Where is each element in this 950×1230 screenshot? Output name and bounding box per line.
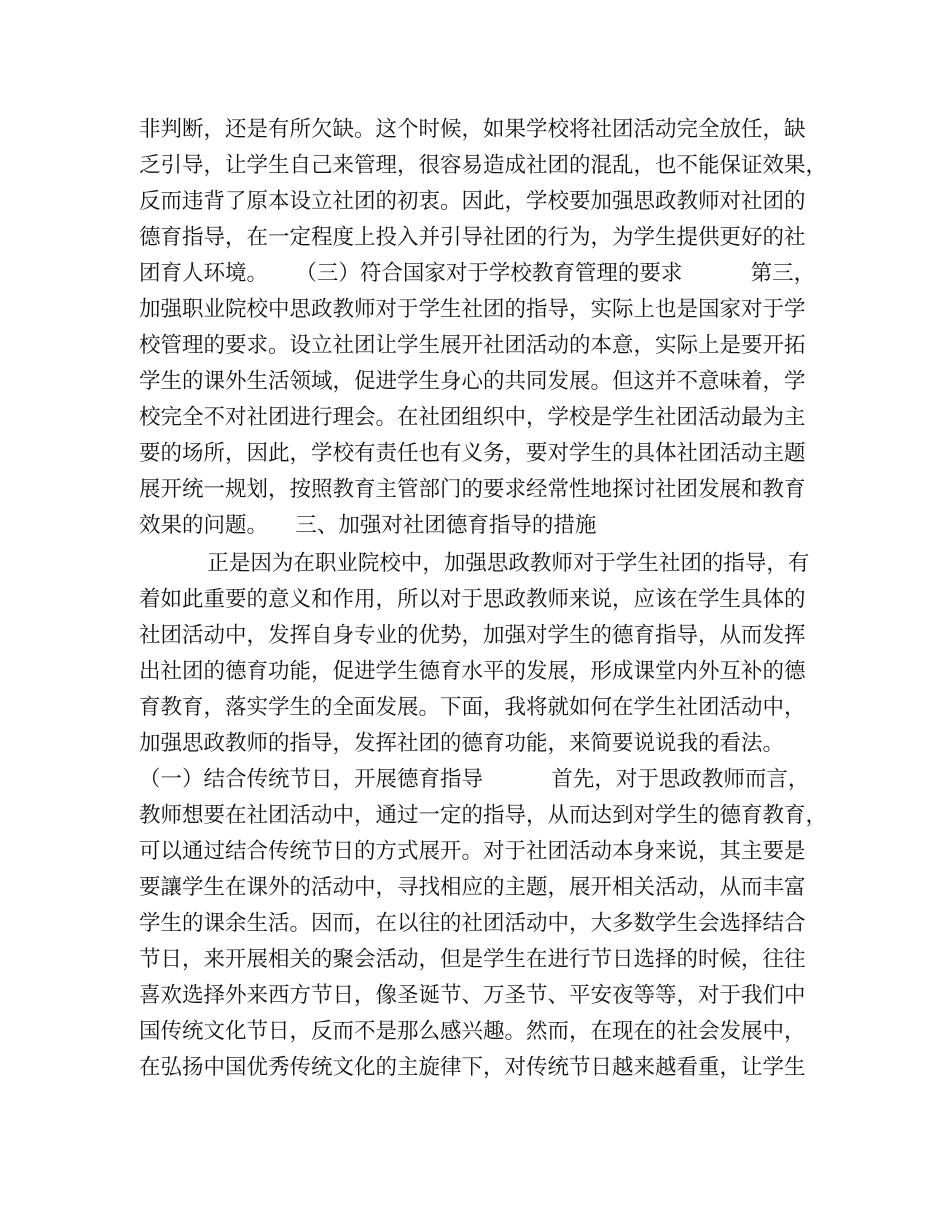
text-line: 校管理的要求。设立社团让学生展开社团活动的本意，实际上是要开拓: [139, 333, 806, 358]
text-line: 展开统一规划，按照教育主管部门的要求经常性地探讨社团发展和教育: [139, 477, 806, 502]
text-line: 教师想要在社团活动中，通过一定的指导，从而达到对学生的德育教育，: [139, 803, 828, 828]
text-line: 团育人环境。 （三）符合国家对于学校教育管理的要求 第三，: [139, 261, 816, 286]
text-line: 效果的问题。 三、加强对社团德育指导的措施: [139, 513, 597, 538]
text-line: 德育指导，在一定程度上投入并引导社团的行为，为学生提供更好的社: [139, 225, 806, 250]
text-line: 学生的课外生活领域，促进学生身心的共同发展。但这并不意味着，学: [139, 369, 806, 394]
text-line: 出社团的德育功能，促进学生德育水平的发展，形成课堂内外互补的德: [139, 659, 806, 684]
text-line: 国传统文化节日，反而不是那么感兴趣。然而，在现在的社会发展中，: [139, 1019, 806, 1044]
text-line: 要讓学生在课外的活动中，寻找相应的主题，展开相关活动，从而丰富: [139, 875, 806, 900]
text-line: 乏引导，让学生自己来管理，很容易造成社团的混乱，也不能保证效果，: [139, 153, 828, 178]
text-line: 着如此重要的意义和作用，所以对于思政教师来说，应该在学生具体的: [139, 587, 806, 612]
text-line: 加强思政教师的指导，发挥社团的德育功能，来简要说说我的看法。: [139, 731, 785, 756]
text-line: 反而违背了原本设立社团的初衷。因此，学校要加强思政教师对社团的: [139, 189, 806, 214]
text-line: 可以通过结合传统节日的方式展开。对于社团活动本身来说，其主要是: [139, 839, 806, 864]
text-line: 非判断，还是有所欠缺。这个时候，如果学校将社团活动完全放任，缺: [139, 117, 806, 142]
text-line: （一）结合传统节日，开展德育指导 首先，对于思政教师而言，: [139, 767, 810, 792]
text-line: 喜欢选择外来西方节日，像圣诞节、万圣节、平安夜等等，对于我们中: [139, 983, 806, 1008]
text-line: 学生的课余生活。因而，在以往的社团活动中，大多数学生会选择结合: [139, 911, 806, 936]
text-line: 社团活动中，发挥自身专业的优势，加强对学生的德育指导，从而发挥: [139, 623, 806, 648]
text-line: 加强职业院校中思政教师对于学生社团的指导，实际上也是国家对于学: [139, 297, 806, 322]
text-line: 校完全不对社团进行理会。在社团组织中，学校是学生社团活动最为主: [139, 405, 806, 430]
text-line: 正是因为在职业院校中，加强思政教师对于学生社团的指导，有: [139, 551, 810, 576]
text-line: 要的场所，因此，学校有责任也有义务，要对学生的具体社团活动主题: [139, 441, 806, 466]
text-line: 节日，来开展相关的聚会活动，但是学生在进行节日选择的时候，往往: [139, 947, 806, 972]
text-line: 育教育，落实学生的全面发展。下面，我将就如何在学生社团活动中，: [139, 695, 806, 720]
text-line: 在弘扬中国优秀传统文化的主旋律下，对传统节日越来越看重，让学生: [139, 1055, 806, 1080]
